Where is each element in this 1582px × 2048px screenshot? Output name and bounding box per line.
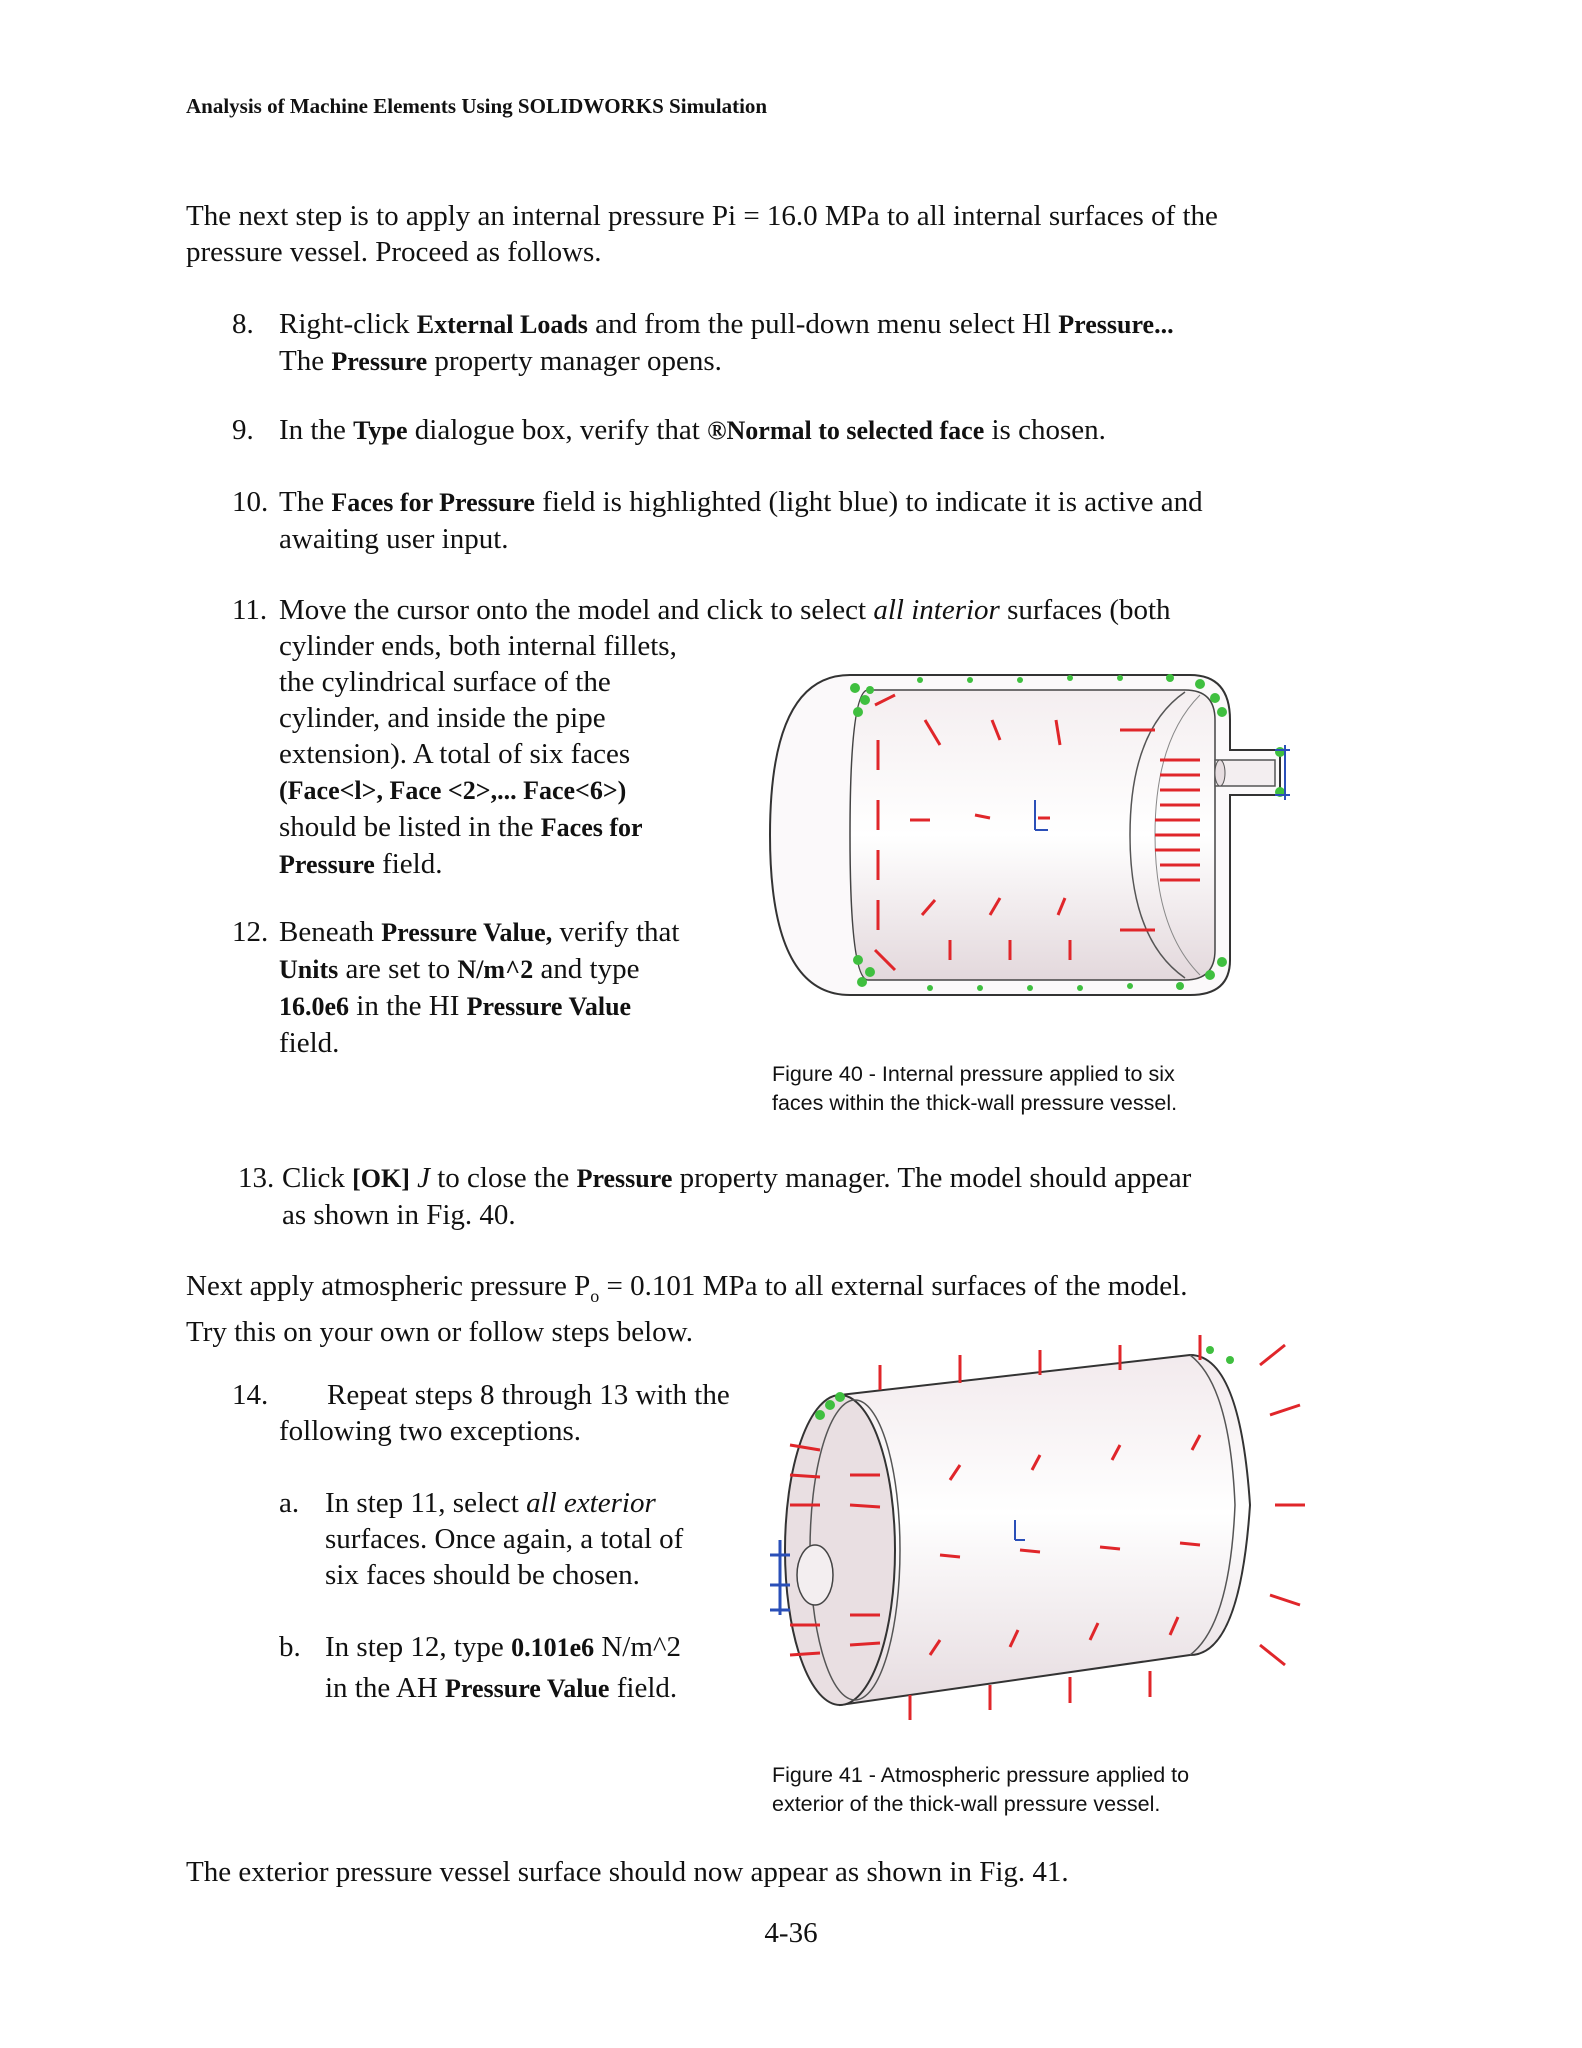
check-icon: J bbox=[409, 1162, 430, 1194]
step-11-line-8: field. bbox=[374, 848, 443, 880]
step-12-text-2: verify that bbox=[552, 916, 680, 948]
figure-40-caption bbox=[772, 1060, 1177, 1118]
pipe-stub bbox=[797, 1545, 833, 1605]
step-11-number: 11. bbox=[232, 594, 268, 626]
figure-41-caption-line-2: exterior of the thick-wall pressure vessel. bbox=[772, 1792, 1161, 1816]
atmospheric-line-2: Try this on your own or follow steps below. bbox=[186, 1315, 693, 1348]
step-14-line-2: following two exceptions. bbox=[279, 1415, 582, 1447]
atmospheric-text-1: Next apply atmospheric pressure P bbox=[186, 1270, 591, 1302]
step-12 bbox=[232, 914, 832, 1061]
step-13-text-2: to close the bbox=[429, 1162, 577, 1194]
external-loads-label: External Loads bbox=[416, 310, 588, 339]
step-13 bbox=[238, 1160, 1338, 1233]
step-12-text-4: and type bbox=[533, 953, 640, 985]
step-13-text-4: as shown in Fig. 40. bbox=[282, 1199, 516, 1231]
units-value: N/m^2 bbox=[457, 955, 534, 984]
step-13-text-3: property manager. The model should appear bbox=[672, 1162, 1192, 1194]
step-13-text: Click bbox=[282, 1162, 353, 1194]
substep-a-text: In step 11, select bbox=[325, 1487, 527, 1519]
intro-paragraph bbox=[186, 198, 1218, 270]
pressure-value-field-label-2: Pressure Value bbox=[445, 1674, 610, 1703]
running-header: Analysis of Machine Elements Using SOLIDWORKS Simulation bbox=[186, 94, 768, 118]
step-10-text: The bbox=[279, 486, 332, 518]
vessel-exterior-body bbox=[840, 1355, 1250, 1705]
step-12-number: 12. bbox=[232, 916, 269, 948]
page-number: 4-36 bbox=[764, 1917, 818, 1949]
pressure-value-label: Pressure Value, bbox=[381, 918, 553, 947]
step-8-text-4: property manager opens. bbox=[427, 345, 722, 377]
step-12-text-5: in the HI bbox=[349, 990, 467, 1022]
step-9-text: In the bbox=[279, 414, 354, 446]
step-11-line-7: should be listed in the bbox=[279, 811, 541, 843]
ok-button-label: [OK] bbox=[352, 1164, 410, 1193]
step-8-text-2: and from the pull-down menu select Hl bbox=[587, 308, 1059, 340]
step-9-text-2: dialogue box, verify that bbox=[407, 414, 708, 446]
step-10-text-3: awaiting user input. bbox=[279, 523, 509, 555]
figure-40-image bbox=[760, 650, 1305, 1030]
substep-b bbox=[279, 1627, 799, 1709]
step-11-line-2: cylinder ends, both internal fillets, bbox=[279, 630, 677, 662]
step-14-number: 14. bbox=[232, 1379, 269, 1411]
figure-40-caption-line-1: Figure 40 - Internal pressure applied to six bbox=[772, 1062, 1175, 1086]
step-14-line-1: Repeat steps 8 through 13 with the bbox=[327, 1379, 730, 1411]
substep-b-text: In step 12, type bbox=[325, 1631, 512, 1663]
subscript-o: o bbox=[590, 1285, 600, 1306]
step-12-text-6: field. bbox=[279, 1027, 340, 1059]
faces-for-label: Faces for bbox=[540, 813, 643, 842]
pressure-manager-label: Pressure bbox=[576, 1164, 673, 1193]
step-10 bbox=[232, 484, 1332, 557]
step-11-line-4: cylinder, and inside the pipe bbox=[279, 702, 606, 734]
faces-for-pressure-label: Faces for Pressure bbox=[331, 488, 535, 517]
substep-b-text-3: in the AH bbox=[325, 1672, 446, 1704]
figure-41-caption-line-1: Figure 41 - Atmospheric pressure applied to bbox=[772, 1763, 1190, 1787]
pressure-label: Pressure bbox=[331, 347, 428, 376]
intro-line-1: The next step is to apply an internal pressure Pi = 16.0 MPa to all internal surfaces of the bbox=[186, 200, 1218, 232]
step-12-text-3: are set to bbox=[338, 953, 458, 985]
all-exterior-text: all exterior bbox=[526, 1487, 656, 1519]
substep-b-units: N/m^2 bbox=[594, 1631, 682, 1663]
step-11-text: Move the cursor onto the model and click to select bbox=[279, 594, 874, 626]
step-12-text: Beneath bbox=[279, 916, 382, 948]
step-10-text-2: field is highlighted (light blue) to indicate it is active and bbox=[534, 486, 1203, 518]
step-8-text-3: The bbox=[279, 345, 332, 377]
substep-a bbox=[279, 1485, 799, 1593]
substep-b-label: b. bbox=[279, 1631, 301, 1663]
closing-paragraph: The exterior pressure vessel surface should now appear as shown in Fig. 41. bbox=[186, 1856, 1069, 1888]
step-14 bbox=[232, 1377, 792, 1449]
substep-b-text-4: field. bbox=[609, 1672, 678, 1704]
vessel-end-face bbox=[785, 1395, 895, 1705]
step-8-text: Right-click bbox=[279, 308, 417, 340]
step-9-text-3: is chosen. bbox=[984, 414, 1106, 446]
pressure-value-field-label: Pressure Value bbox=[466, 992, 632, 1021]
substep-a-label: a. bbox=[279, 1487, 300, 1519]
atmospheric-text-2: = 0.101 MPa to all external surfaces of the model. bbox=[599, 1270, 1188, 1302]
step-11-line-5: extension). A total of six faces bbox=[279, 738, 631, 770]
substep-a-line-2: surfaces. Once again, a total of bbox=[325, 1523, 684, 1555]
units-label: Units bbox=[279, 955, 339, 984]
step-8-number: 8. bbox=[232, 308, 254, 340]
normal-to-face-option: ®Normal to selected face bbox=[707, 416, 985, 445]
step-11-line-3: the cylindrical surface of the bbox=[279, 666, 611, 698]
step-13-number: 13. bbox=[238, 1162, 275, 1194]
all-interior-text: all interior bbox=[873, 594, 1000, 626]
figure-40-caption-line-2: faces within the thick-wall pressure vessel. bbox=[772, 1091, 1178, 1115]
substep-a-line-3: six faces should be chosen. bbox=[325, 1559, 640, 1591]
step-9-number: 9. bbox=[232, 414, 254, 446]
figure-41-caption bbox=[772, 1761, 1189, 1819]
step-10-number: 10. bbox=[232, 486, 269, 518]
face-list: (Face<l>, Face <2>,... Face<6>) bbox=[279, 776, 627, 805]
pipe-opening bbox=[1215, 760, 1225, 786]
step-11-text-2: surfaces (both bbox=[999, 594, 1171, 626]
pressure-field-label: Pressure bbox=[279, 850, 375, 879]
intro-line-2: pressure vessel. Proceed as follows. bbox=[186, 236, 602, 268]
step-8 bbox=[232, 306, 1332, 380]
type-label: Type bbox=[353, 416, 408, 445]
figure-41-image bbox=[760, 1325, 1320, 1745]
step-9 bbox=[232, 412, 1332, 449]
pressure-menu-item: Pressure... bbox=[1058, 310, 1174, 339]
pressure-input-value: 16.0e6 bbox=[279, 992, 350, 1021]
exterior-pressure-value: 0.101e6 bbox=[511, 1633, 595, 1662]
